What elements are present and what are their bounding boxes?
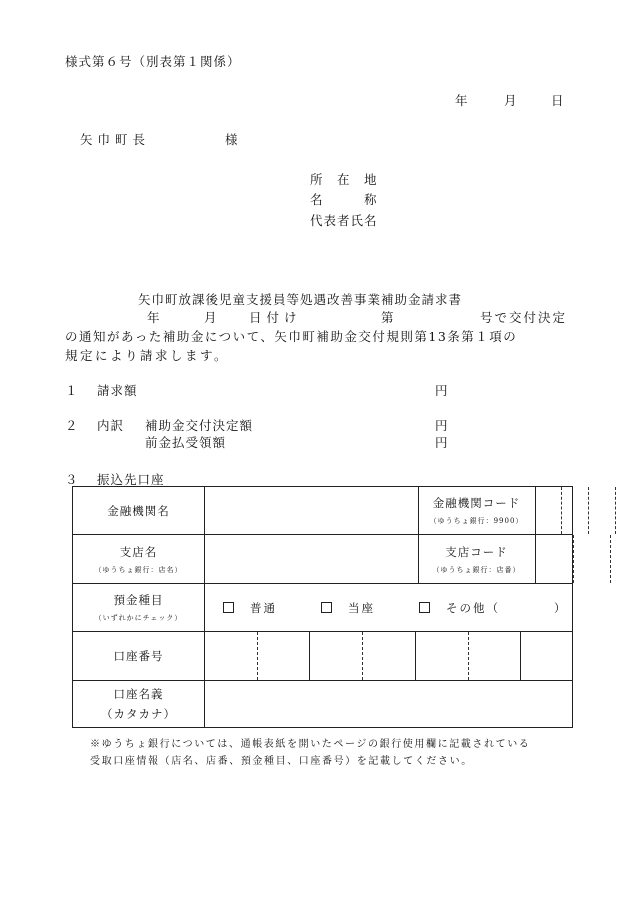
item-request-num: １ [65,383,79,398]
deposit-option-ordinary[interactable] [223,584,277,631]
form-number: 様式第６号（別表第１関係） [65,54,241,69]
item-breakdown-decided-unit: 円 [435,418,449,433]
branch-name-label: 支店名 [119,544,158,559]
checkbox-icon[interactable] [321,602,332,613]
account-holder-note: （カタカナ） [101,707,176,721]
item-account-num: ３ [65,472,79,487]
item-breakdown-label: 内訳 [97,418,125,433]
branch-name-field[interactable] [205,535,418,583]
branch-code-label-cell [418,535,535,583]
checkbox-icon[interactable] [419,602,430,613]
row-deposit-type [73,584,572,632]
deposit-option-other-label: その他（ ） [446,600,568,615]
bank-name-label: 金融機関名 [107,503,170,518]
deposit-option-ordinary-label: 普通 [250,600,277,615]
checkbox-icon[interactable] [223,602,234,613]
row-branch [73,535,572,584]
branch-code-label: 支店コード [445,544,508,559]
row-account-holder [73,681,572,727]
bank-code-label-cell [418,487,535,534]
item-breakdown-advance: 前金払受領額 [145,435,227,450]
addressee-honorific: 様 [225,132,239,147]
bank-account-table [72,486,573,728]
footnote-line-2: 受取口座情報（店名、店番、預金種目、口座番号）を記載してください。 [90,756,473,767]
row-account-number [73,632,572,681]
deposit-option-other[interactable] [419,584,568,631]
body-year: 年 [147,310,161,325]
item-breakdown-decided: 補助金交付決定額 [145,418,254,433]
branch-name-label-cell [73,535,205,583]
deposit-type-label-cell [73,584,205,631]
body-line-3: 規定により請求します。 [65,348,230,363]
date-month: 月 [504,93,518,108]
deposit-type-note: （いずれかにチェック） [94,614,183,622]
branch-code-note: （ゆうちょ銀行：店番） [432,565,521,574]
branch-name-note: （ゆうちょ銀行：店名） [94,565,183,574]
branch-code-field[interactable] [535,535,572,583]
footnote-line-1: ※ゆうちょ銀行については、通帳表紙を開いたページの銀行使用欄に記載されている [90,739,531,750]
account-number-label-cell [73,632,205,680]
deposit-option-current[interactable] [321,584,375,631]
deposit-type-label: 預金種目 [113,593,164,607]
item-breakdown-num: ２ [65,418,79,433]
body-date-suffix: 日付け [249,310,302,325]
account-holder-field[interactable] [205,681,572,727]
account-holder-label: 口座名義 [113,687,164,701]
item-request-unit: 円 [435,383,449,398]
body-dai: 第 [381,310,395,325]
body-line-2: の通知があった補助金について、矢巾町補助金交付規則第13条第１項の [65,329,518,344]
bank-code-note: （ゆうちょ銀行：9900） [429,517,524,525]
applicant-address-label: 所 在 地 [310,172,378,187]
item-request-label: 請求額 [97,383,138,398]
bank-name-field[interactable] [205,487,418,534]
bank-name-label-cell [73,487,205,534]
bank-code-field[interactable] [535,487,572,534]
account-holder-label-cell [73,681,205,727]
account-number-label: 口座番号 [113,649,164,663]
deposit-option-current-label: 当座 [348,600,375,615]
item-account-label: 振込先口座 [97,472,165,487]
row-bank [73,487,572,535]
applicant-representative-label: 代表者氏名 [310,213,378,228]
account-number-field[interactable] [205,632,572,680]
bank-code-label: 金融機関コード [432,496,521,510]
document-title: 矢巾町放課後児童支援員等処遇改善事業補助金請求書 [138,292,463,307]
date-year: 年 [455,93,469,108]
addressee-name: 矢巾町長 [80,132,151,147]
item-breakdown-advance-unit: 円 [435,435,449,450]
date-day: 日 [551,93,565,108]
applicant-name-label: 名 称 [310,192,378,207]
body-month: 月 [204,310,218,325]
body-go: 号で交付決定 [480,310,568,325]
